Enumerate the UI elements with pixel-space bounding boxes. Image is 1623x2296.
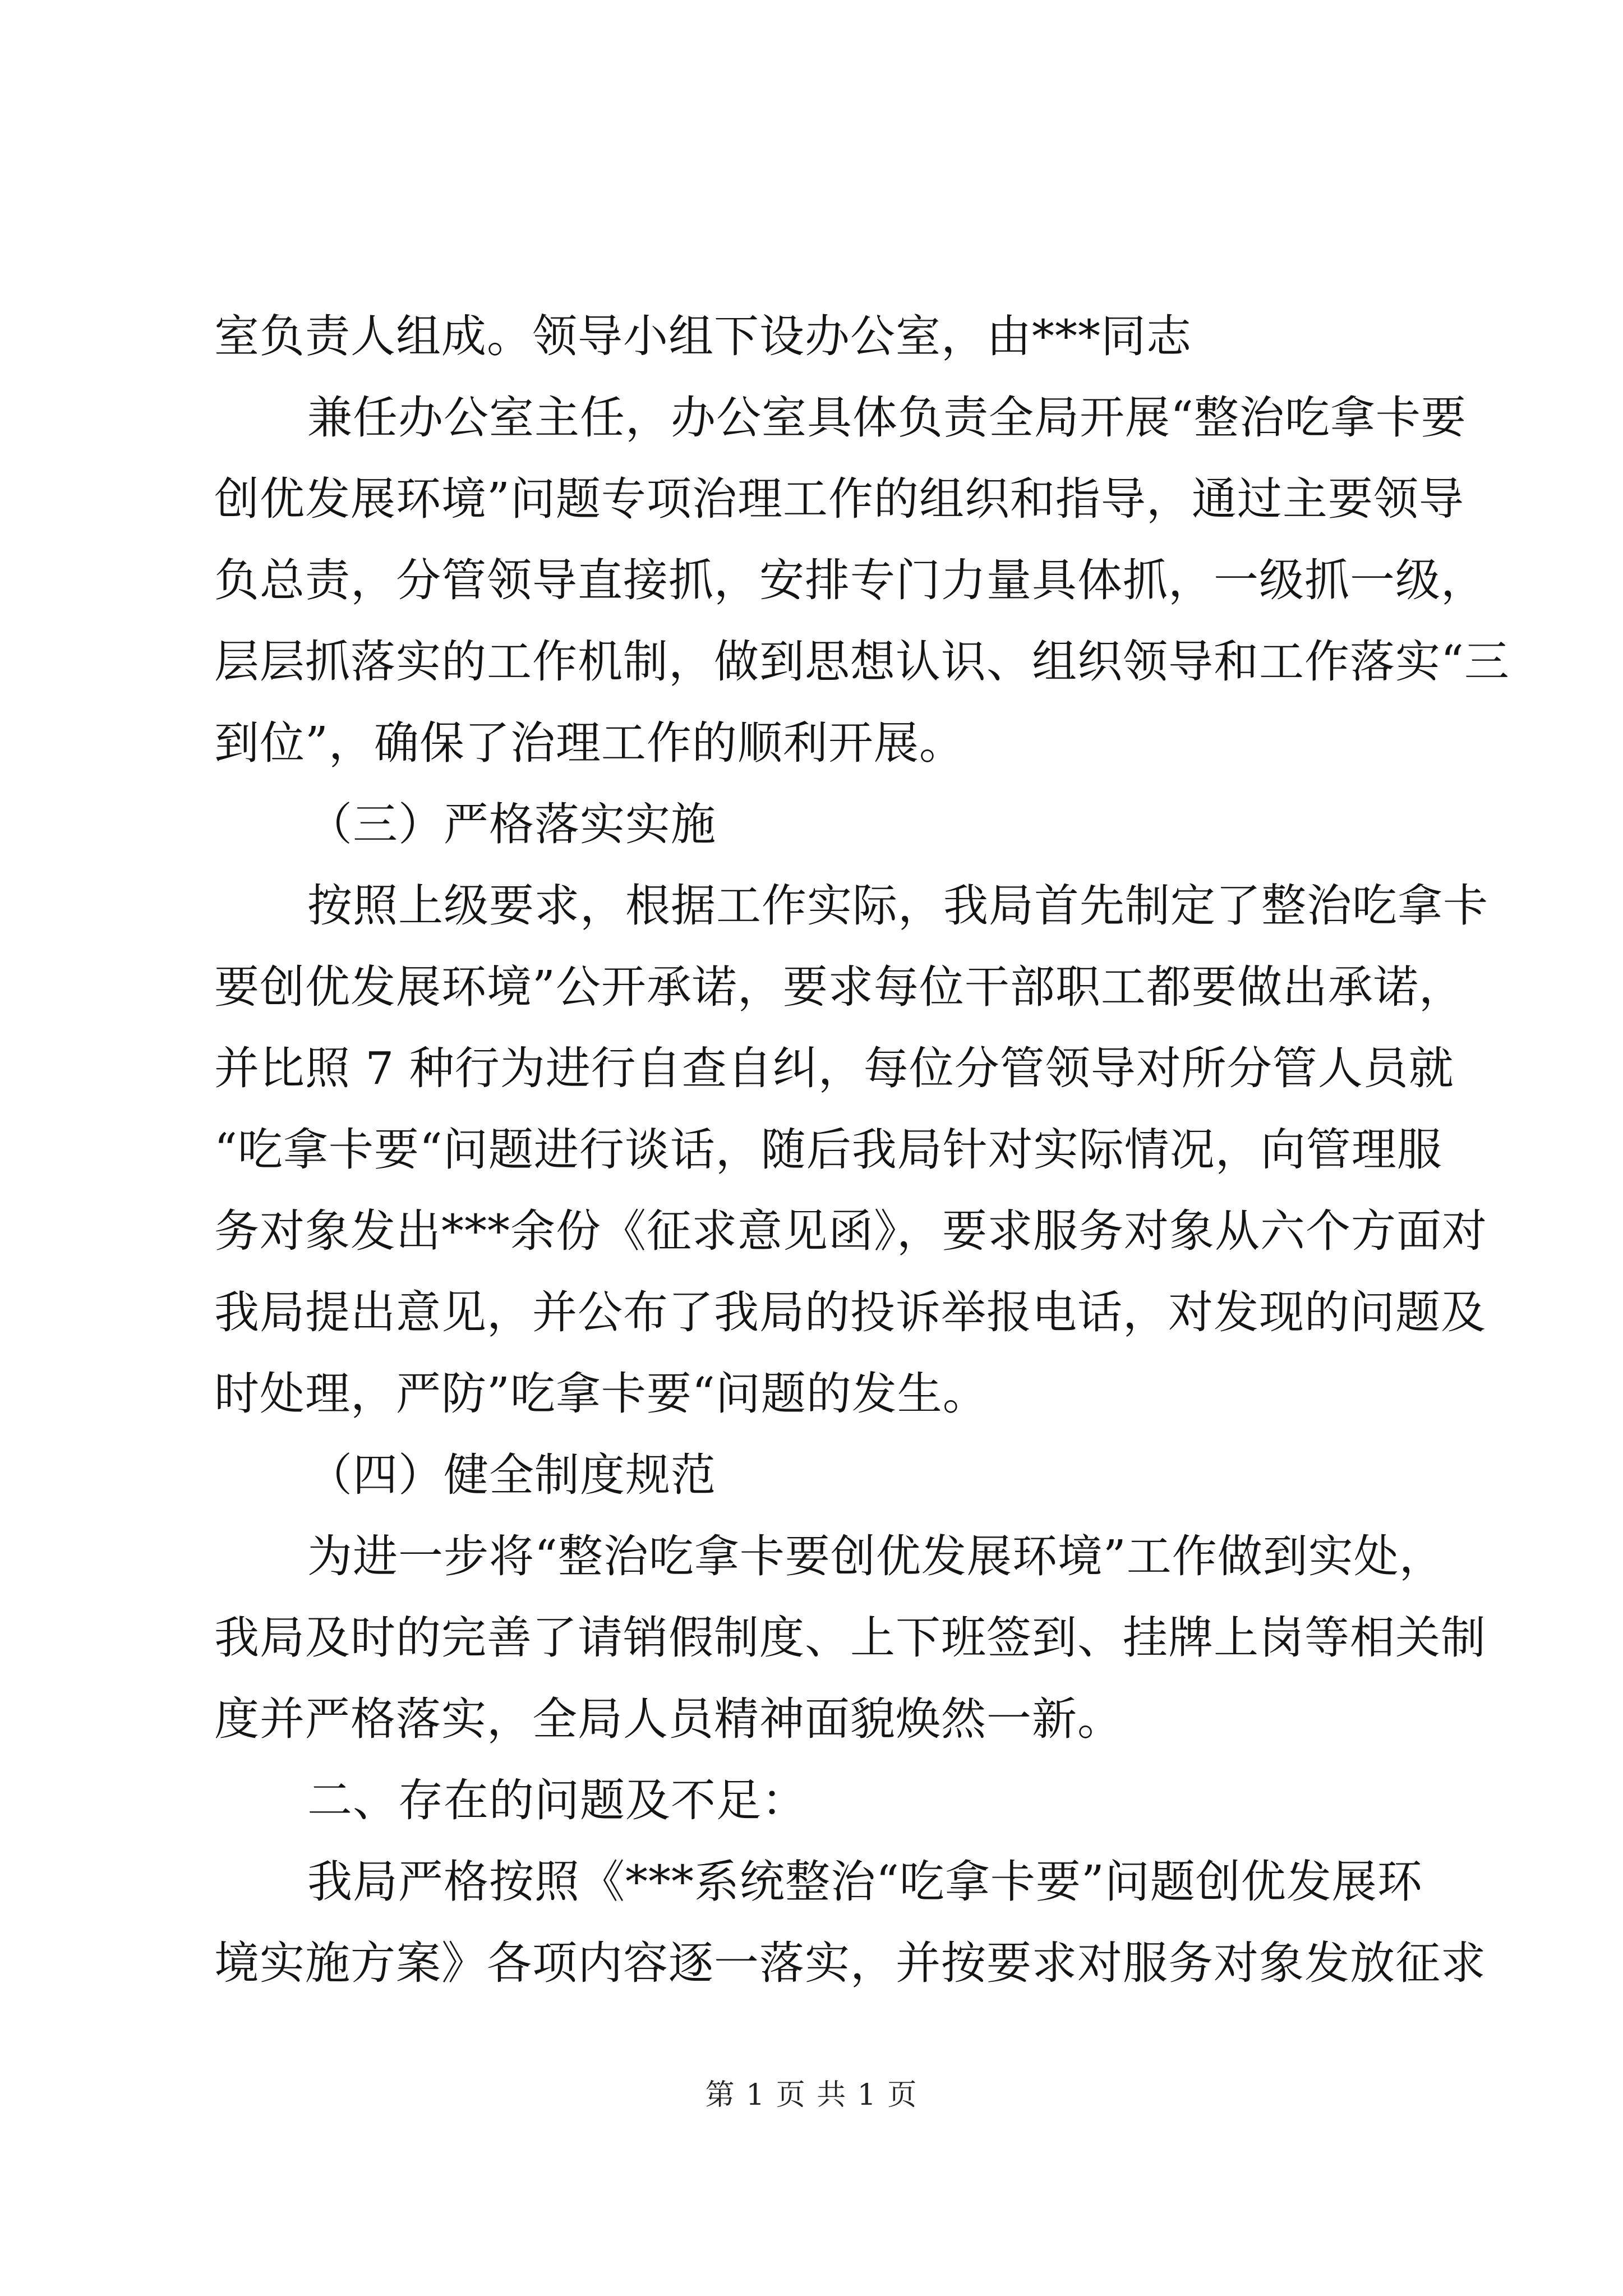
paragraph-line: 我局严格按照《***系统整治“吃拿卡要”问题创优发展环 [307,1856,1423,1908]
section-heading: （三）严格落实实施 [307,798,716,850]
section-heading: （四）健全制度规范 [307,1449,716,1501]
paragraph-line: 要创优发展环境”公开承诺，要求每位干部职工都要做出承诺， [214,961,1464,1013]
paragraph-line: 到位”，确保了治理工作的顺利开展。 [214,717,965,769]
paragraph-line: 创优发展环境”问题专项治理工作的组织和指导，通过主要领导 [214,473,1464,525]
page-number-footer: 第 1 页 共 1 页 [705,2078,918,2112]
paragraph-line: 为进一步将“整治吃拿卡要创优发展环境”工作做到实处， [307,1530,1445,1582]
paragraph-line: 度并严格落实，全局人员精神面貌焕然一新。 [214,1693,1123,1745]
paragraph-line: 负总责，分管领导直接抓，安排专门力量具体抓，一级抓一级， [214,554,1486,606]
paragraph-line: 层层抓落实的工作机制，做到思想认识、组织领导和工作落实“三 [214,636,1510,688]
paragraph-line: 我局提出意见，并公布了我局的投诉举报电话，对发现的问题及 [214,1286,1486,1338]
section-heading: 二、存在的问题及不足： [307,1774,807,1826]
paragraph-line: “吃拿卡要“问题进行谈话，随后我局针对实际情况，向管理服 [214,1124,1442,1176]
paragraph-line: 室负责人组成。领导小组下设办公室，由***同志 [214,310,1192,362]
paragraph-line: 按照上级要求，根据工作实际，我局首先制定了整治吃拿卡 [307,880,1488,932]
paragraph-line: 兼任办公室主任，办公室具体负责全局开展“整治吃拿卡要 [307,392,1467,444]
paragraph-line: 境实施方案》各项内容逐一落实，并按要求对服务对象发放征求 [214,1937,1486,1989]
paragraph-line: 我局及时的完善了请销假制度、上下班签到、挂牌上岗等相关制 [214,1612,1486,1664]
paragraph-line: 并比照 7 种行为进行自查自纠，每位分管领导对所分管人员就 [214,1042,1454,1094]
paragraph-line: 务对象发出***余份《征求意见函》，要求服务对象从六个方面对 [214,1205,1487,1257]
paragraph-line: 时处理，严防”吃拿卡要“问题的发生。 [214,1368,988,1420]
